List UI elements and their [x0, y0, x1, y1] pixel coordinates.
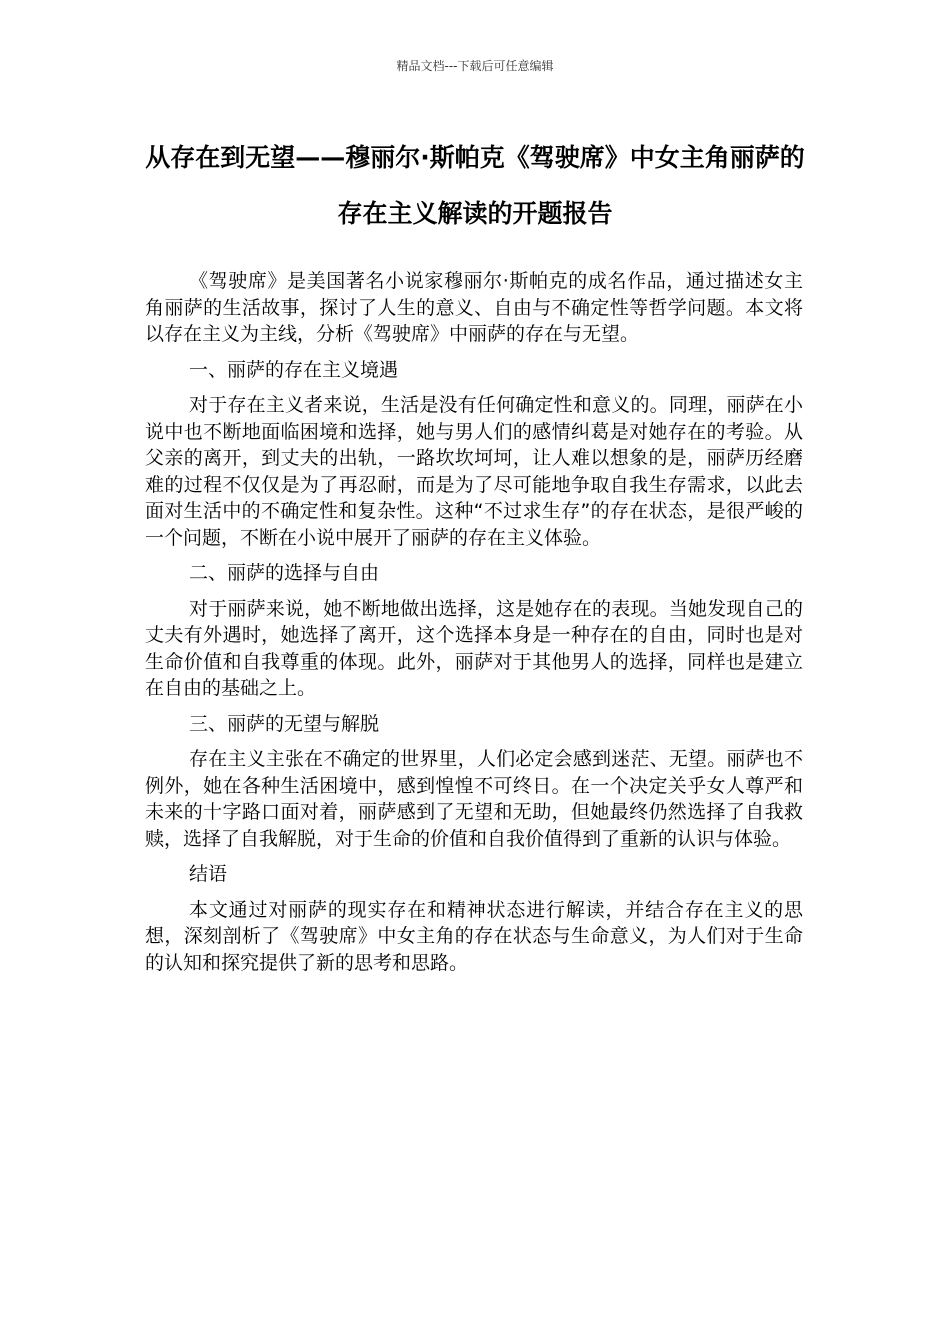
section-paragraph-despair-liberation: 存在主义主张在不确定的世界里，人们必定会感到迷茫、无望。丽萨也不例外，她在各种生活困境中，感到惶惶不可终日。在一个决定关乎女人尊严和未来的十字路口面对着，丽萨感到了无望和无助，但她最终仍然选择了自我救赎，选择了自我解脱，对于生命的价值和自我价值得到了重新的认识与体验。 [145, 748, 803, 850]
document-title: 从存在到无望——穆丽尔·斯帕克《驾驶席》中女主角丽萨的存在主义解读的开题报告 [145, 143, 805, 228]
section-heading-existential-situation: 一、丽萨的存在主义境遇 [189, 358, 399, 381]
section-heading-despair-liberation: 三、丽萨的无望与解脱 [189, 712, 380, 735]
section-paragraph-choice-freedom: 对于丽萨来说，她不断地做出选择，这是她存在的表现。当她发现自己的丈夫有外遇时，她选择了离开，这个选择本身是一种存在的自由，同时也是对生命价值和自我尊重的体现。此外，丽萨对于其他男人的选择，同样也是建立在自由的基础之上。 [145, 597, 803, 699]
section-paragraph-existential-situation: 对于存在主义者来说，生活是没有任何确定性和意义的。同理，丽萨在小说中也不断地面临困境和选择，她与男人们的感情纠葛是对她存在的考验。从父亲的离开，到丈夫的出轨，一路坎坎坷坷，让人难以想象的是，丽萨历经磨难的过程不仅仅是为了再忍耐，而是为了尽可能地争取自我生存需求，以此去面对生活中的不确定性和复杂性。这种“不过求生存”的存在状态，是很严峻的一个问题，不断在小说中展开了丽萨的存在主义体验。 [145, 394, 803, 549]
section-heading-conclusion: 结语 [189, 863, 228, 885]
page-header: 精品文档---下载后可任意编辑 [396, 59, 554, 73]
document-body [145, 268, 803, 985]
section-paragraph-conclusion: 本文通过对丽萨的现实存在和精神状态进行解读，并结合存在主义的思想，深刻剖析了《驾驶席》中女主角的存在状态与生命意义，为人们对于生命的认知和探究提供了新的思考和思路。 [145, 898, 803, 974]
section-heading-choice-freedom: 二、丽萨的选择与自由 [189, 562, 380, 584]
intro-paragraph: 《驾驶席》是美国著名小说家穆丽尔·斯帕克的成名作品，通过描述女主角丽萨的生活故事，探讨了人生的意义、自由与不确定性等哲学问题。本文将以存在主义为主线，分析《驾驶席》中丽萨的存在与无望。 [145, 270, 803, 345]
